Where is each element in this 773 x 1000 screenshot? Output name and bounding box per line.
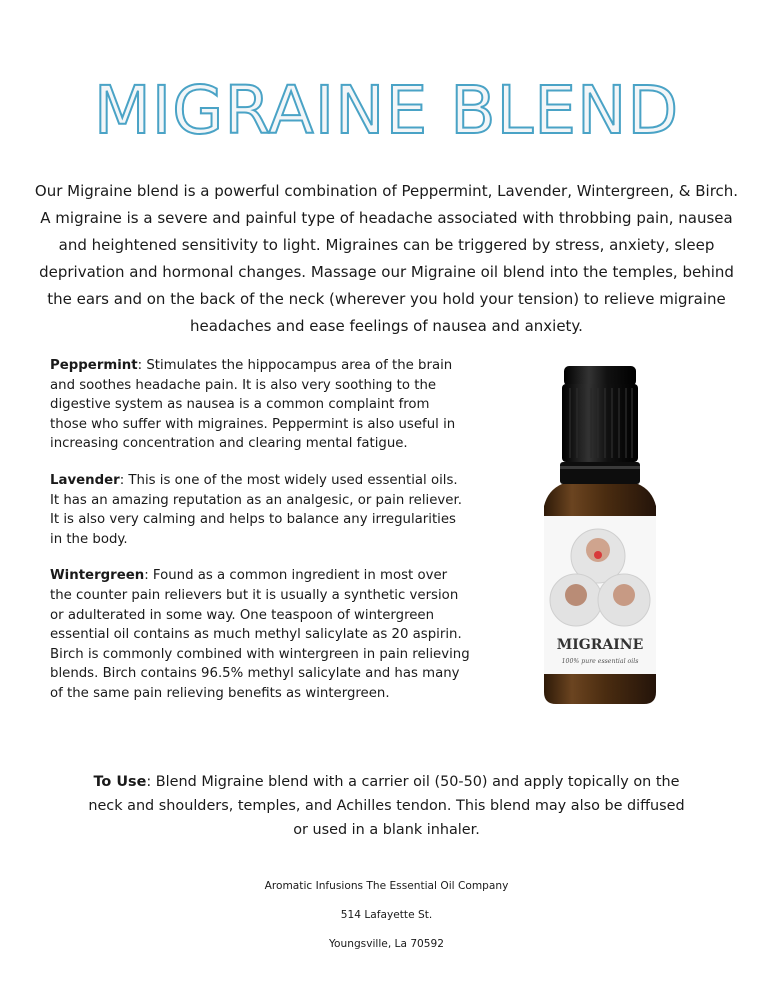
oil-entry-lavender bbox=[50, 471, 470, 549]
bottle-cap bbox=[560, 366, 640, 484]
oil-descriptions bbox=[50, 356, 470, 721]
company-city: Youngsville, La 70592 bbox=[328, 938, 445, 950]
oil-name: Peppermint bbox=[50, 358, 138, 373]
bottle-label-name: MIGRAINE bbox=[556, 637, 644, 653]
oil-description: : Stimulates the hippocampus area of the brain and soothes headache pain. It is also very soothing to the digestive system as nausea is a common complaint from those who suffer with migraines. Peppermint is also useful in increasing concentration and clearing mental fatigue. bbox=[50, 358, 456, 452]
page-title: MIGRAINE BLEND bbox=[93, 72, 680, 149]
company-street: 514 Lafayette St. bbox=[340, 909, 433, 921]
bottle-label-sub: 100% pure essential oils bbox=[561, 658, 639, 665]
intro-paragraph: Our Migraine blend is a powerful combination of Peppermint, Lavender, Wintergreen, & Birch. A migraine is a severe and painful type of headache associated with throbbing pain, nausea and heightened sensitivity to light. Migraines can be triggered by stress, anxiety, sleep deprivation and hormonal changes. Massage our Migraine oil blend into the temples, behind the ears and on the back of the neck (wherever you hold your tension) to relieve migraine headaches and ease feelings of nausea and anxiety. bbox=[34, 182, 739, 335]
oil-description: : Found as a common ingredient in most over the counter pain relievers but it is usually a synthetic version or adulterated in some way. One teaspoon of wintergreen essential oil contains as much methyl salicylate as 20 aspirin. Birch is commonly combined with wintergreen in pain relieving blends. Birch contains 96.5% methyl salicylate and has many of the same pain relieving benefits as wintergreen. bbox=[50, 568, 470, 701]
usage-label: To Use bbox=[93, 774, 147, 790]
oil-name: Wintergreen bbox=[50, 568, 145, 584]
product-bottle-image bbox=[532, 366, 668, 706]
company-footer bbox=[0, 880, 773, 967]
oil-name: Lavender bbox=[50, 472, 120, 488]
company-name: Aromatic Infusions The Essential Oil Company bbox=[264, 880, 509, 892]
oil-entry-peppermint bbox=[50, 356, 470, 454]
oil-description: : This is one of the most widely used essential oils. It has an amazing reputation as an analgesic, or pain reliever. It is also very calming and helps to balance any irregularities in the body. bbox=[50, 472, 462, 547]
bottle-label bbox=[544, 516, 656, 674]
oil-entry-wintergreen bbox=[50, 566, 470, 703]
usage-text: : Blend Migraine blend with a carrier oil (50-50) and apply topically on the neck and shoulders, temples, and Achilles tendon. This blend may also be diffused or used in a blank inhaler. bbox=[88, 774, 685, 838]
usage-instructions bbox=[80, 770, 693, 842]
